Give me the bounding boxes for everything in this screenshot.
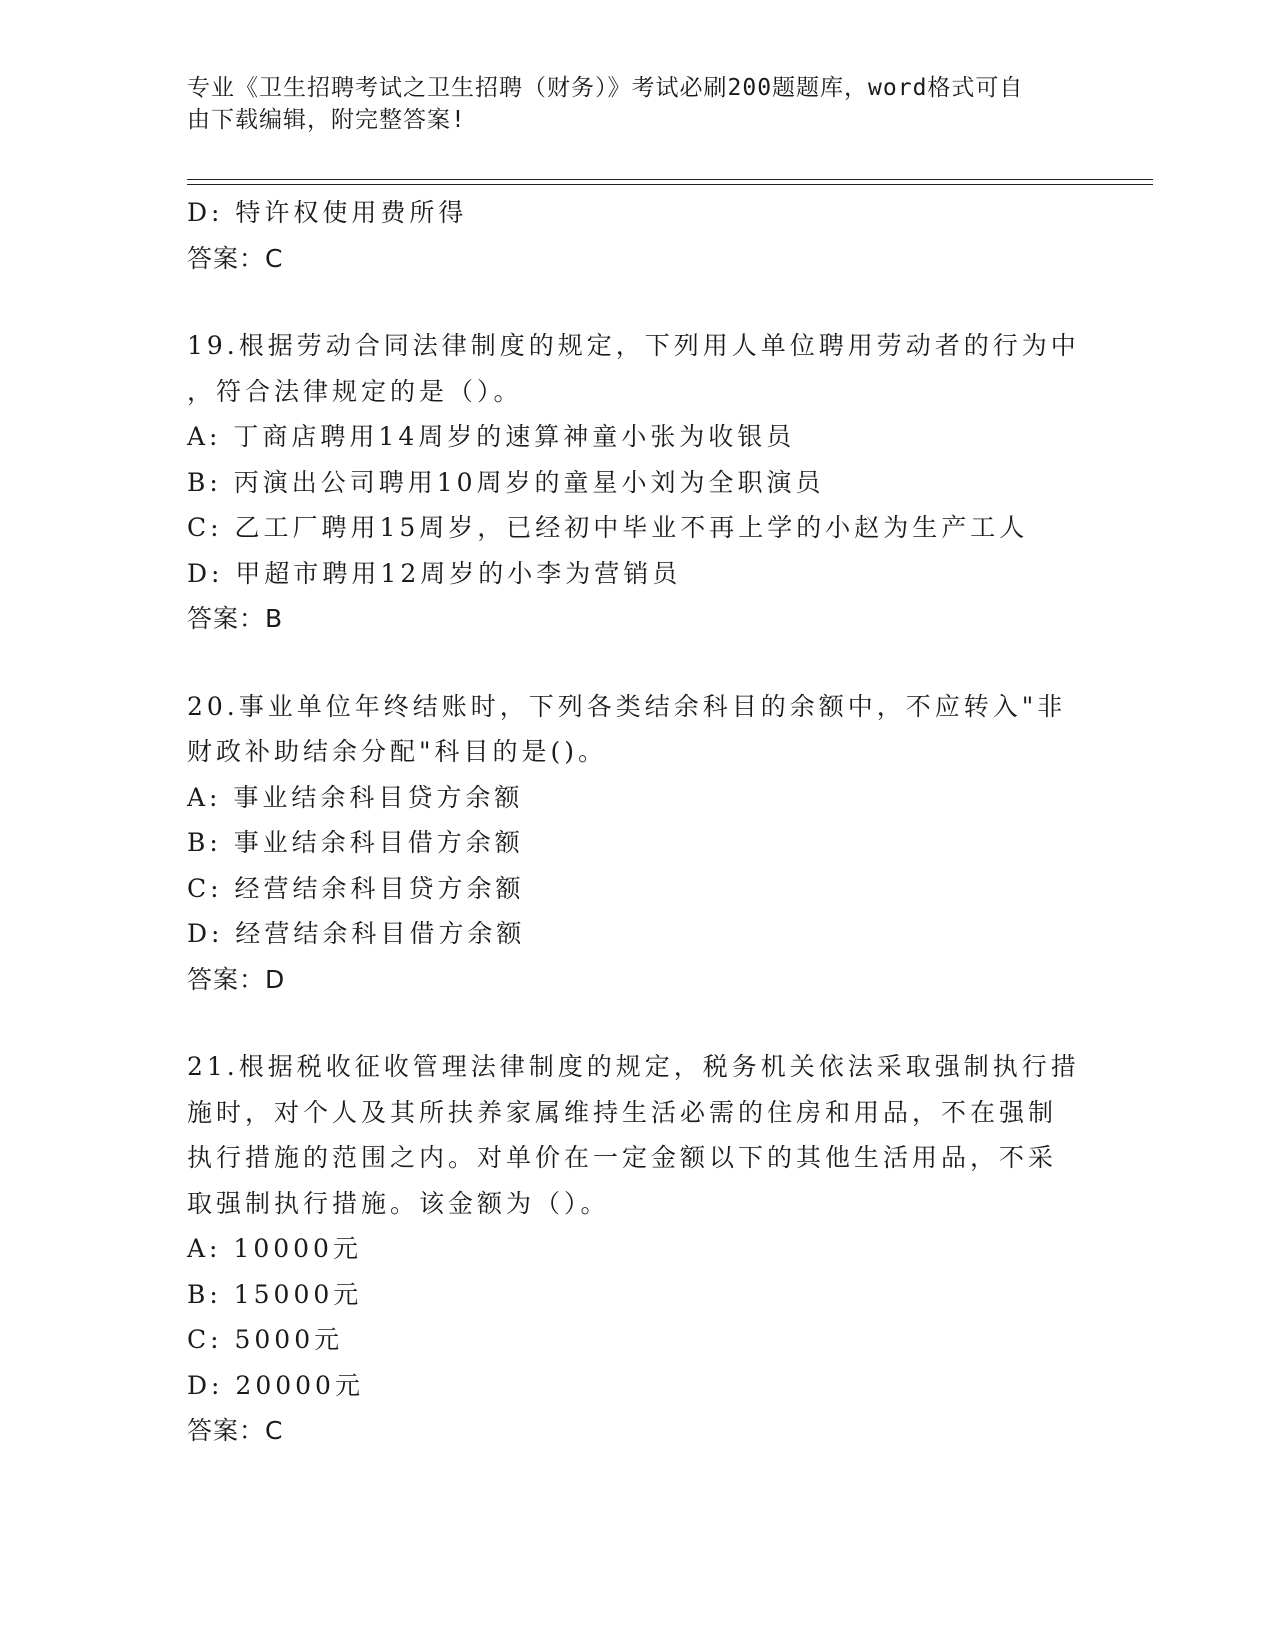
document-header: [187, 72, 1067, 136]
question-text: [187, 1044, 1080, 1226]
question-line: 施时，对个人及其所扶养家属维持生活必需的住房和用品，不在强制: [187, 1097, 1058, 1127]
option-c: C: 乙工厂聘用15周岁，已经初中毕业不再上学的小赵为生产工人: [187, 513, 1029, 542]
option-b: B: 丙演出公司聘用10周岁的童星小刘为全职演员: [187, 467, 825, 497]
question-line: 财政补助结余分配"科目的是()。: [187, 737, 608, 766]
answer: 答案：B: [187, 604, 284, 633]
header-rule-top: [187, 179, 1153, 180]
question-line: 取强制执行措施。该金额为（）。: [187, 1188, 610, 1218]
option-a: A: 丁商店聘用14周岁的速算神童小张为收银员: [187, 422, 796, 451]
question-19: [187, 323, 1087, 642]
question-line: 20.事业单位年终结账时，下列各类结余科目的余额中，不应转入"非: [187, 691, 1067, 721]
question-text: [187, 323, 1080, 414]
question-line: 执行措施的范围之内。对单价在一定金额以下的其他生活用品，不采: [187, 1143, 1058, 1172]
answer: 答案：C: [187, 1416, 284, 1445]
option-d: D: 经营结余科目借方余额: [187, 919, 526, 948]
document-body: [187, 190, 1087, 1454]
question-20: [187, 684, 1087, 1003]
prev-option-d: D: 特许权使用费所得: [187, 198, 468, 227]
question-line: 21.根据税收征收管理法律制度的规定，税务机关依法采取强制执行措: [187, 1052, 1080, 1081]
question-line: ，符合法律规定的是（）。: [187, 376, 523, 406]
option-b: B: 15000元: [187, 1279, 363, 1309]
header-rule-bottom: [187, 184, 1153, 185]
question-line: 19.根据劳动合同法律制度的规定，下列用人单位聘用劳动者的行为中: [187, 331, 1080, 360]
option-d: D: 甲超市聘用12周岁的小李为营销员: [187, 558, 682, 588]
option-c: C: 经营结余科目贷方余额: [187, 873, 525, 903]
prev-answer: 答案：C: [187, 243, 284, 273]
option-b: B: 事业结余科目借方余额: [187, 828, 524, 857]
question-21: [187, 1044, 1087, 1454]
header-line-1: 专业《卫生招聘考试之卫生招聘（财务）》考试必刷200题题库，word格式可自: [187, 75, 1024, 101]
option-d: D: 20000元: [187, 1370, 364, 1400]
header-line-2: 由下载编辑，附完整答案!: [187, 107, 466, 133]
option-a: A: 事业结余科目贷方余额: [187, 782, 524, 812]
answer: 答案：D: [187, 964, 286, 994]
option-c: C: 5000元: [187, 1325, 344, 1354]
question-text: [187, 684, 1067, 775]
option-a: A: 10000元: [187, 1234, 362, 1263]
